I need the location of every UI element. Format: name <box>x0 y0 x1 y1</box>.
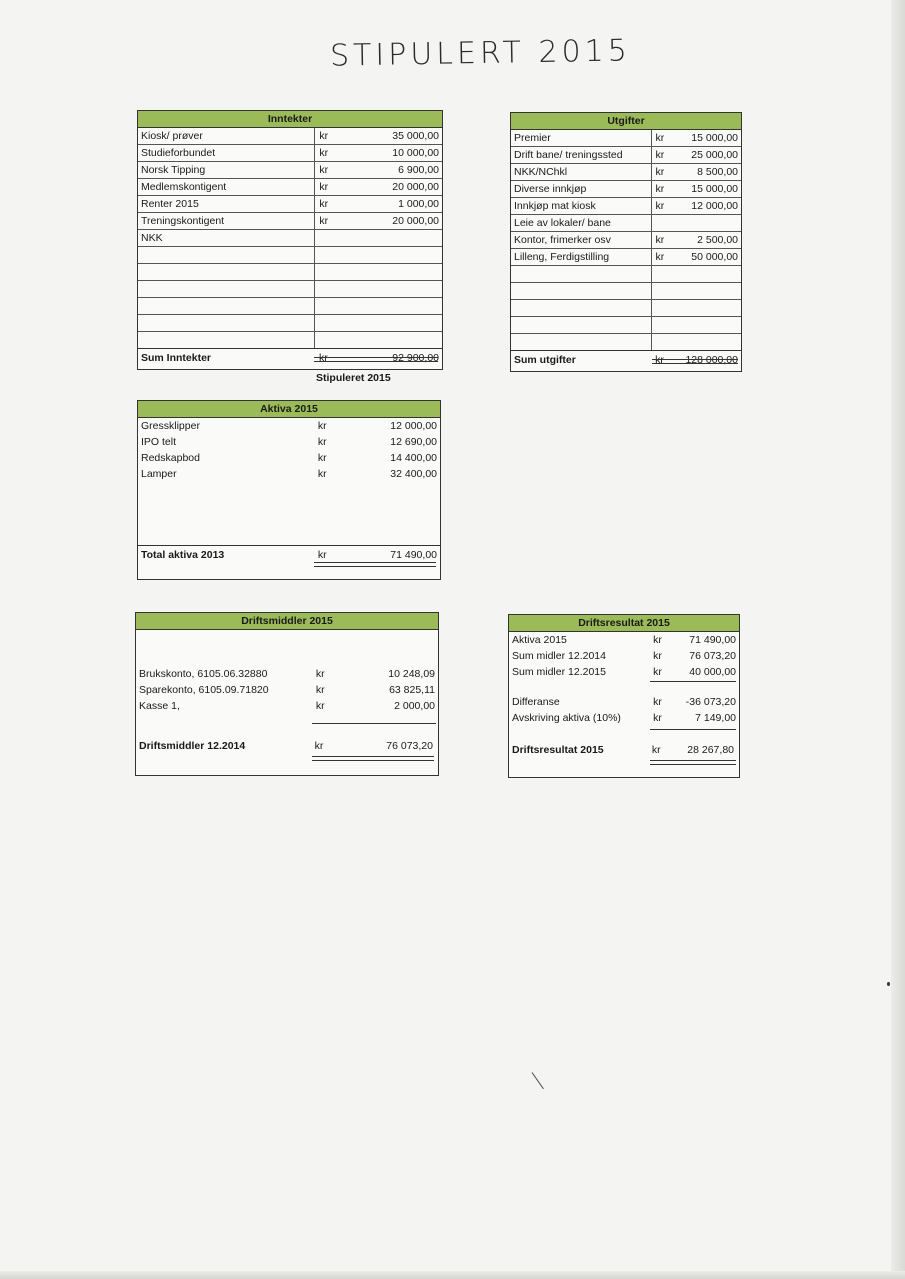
row-amount: 12 690,00 <box>390 436 437 448</box>
row-amount: 14 400,00 <box>390 452 437 464</box>
row-label <box>511 300 652 316</box>
table-row <box>138 332 442 349</box>
row-currency: kr <box>655 234 665 246</box>
table-row <box>509 694 739 710</box>
sum-currency: kr <box>317 549 327 561</box>
row-amount: 20 000,00 <box>392 181 439 193</box>
row-amount: -36 073,20 <box>685 696 736 708</box>
row-currency <box>652 334 676 350</box>
double-underline <box>314 357 438 362</box>
row-currency <box>315 264 359 280</box>
table-row <box>511 283 741 300</box>
row-amount <box>359 264 442 280</box>
row-label: Lamper <box>141 468 177 480</box>
sum-currency: kr <box>319 352 328 364</box>
row-currency <box>652 215 676 231</box>
row-amount: 12 000,00 <box>390 420 437 432</box>
table-row <box>511 334 741 351</box>
row-currency: kr <box>655 132 665 144</box>
row-amount: 35 000,00 <box>392 130 439 142</box>
row-amount: 8 500,00 <box>697 166 738 178</box>
row-amount: 71 490,00 <box>689 634 736 646</box>
row-label: Kasse 1, <box>139 700 180 712</box>
row-amount: 32 400,00 <box>390 468 437 480</box>
row-amount: 40 000,00 <box>689 666 736 678</box>
table-row <box>138 450 440 466</box>
row-label: Norsk Tipping <box>138 162 315 178</box>
double-underline <box>312 756 434 761</box>
row-currency <box>652 300 676 316</box>
inntekter-header: Inntekter <box>138 111 442 128</box>
table-row <box>511 164 741 181</box>
row-currency: kr <box>315 684 325 696</box>
row-amount <box>675 283 741 299</box>
driftsresultat-sum-row <box>509 741 737 759</box>
row-amount <box>359 281 442 297</box>
row-label: Lilleng, Ferdigstilling <box>511 249 652 265</box>
row-currency: kr <box>319 181 329 193</box>
row-label: Gressklipper <box>141 420 200 432</box>
row-amount: 25 000,00 <box>691 149 738 161</box>
row-currency: kr <box>315 700 325 712</box>
row-amount <box>675 266 741 282</box>
driftsmiddler-header: Driftsmiddler 2015 <box>136 613 438 630</box>
row-label: Differanse <box>512 696 560 708</box>
table-row <box>138 213 442 230</box>
table-row <box>138 196 442 213</box>
sum-label: Driftsresultat 2015 <box>512 744 604 756</box>
table-row <box>138 281 442 298</box>
table-row <box>511 266 741 283</box>
row-label: Sum midler 12.2014 <box>512 650 606 662</box>
row-label: IPO telt <box>141 436 177 448</box>
row-label: Sparekonto, 6105.09.71820 <box>139 684 269 696</box>
double-underline <box>652 359 738 364</box>
row-currency <box>315 332 359 348</box>
page-bottom-edge <box>0 1271 905 1279</box>
row-label: Studieforbundet <box>138 145 315 161</box>
sum-currency: kr <box>655 354 664 366</box>
row-amount <box>675 317 741 333</box>
row-currency <box>652 266 676 282</box>
row-label <box>138 247 315 263</box>
inntekter-rows <box>138 128 442 349</box>
row-currency <box>315 298 359 314</box>
row-amount: 63 825,11 <box>389 684 435 696</box>
row-currency: kr <box>317 420 327 432</box>
row-currency <box>652 283 676 299</box>
double-underline <box>314 562 436 567</box>
table-row <box>511 198 741 215</box>
sum-label: Driftsmiddler 12.2014 <box>139 740 246 752</box>
row-currency <box>315 247 359 263</box>
row-label: Kiosk/ prøver <box>138 128 315 144</box>
utgifter-rows <box>511 130 741 351</box>
row-label: NKK/NChkl <box>511 164 652 180</box>
table-row <box>509 632 739 648</box>
row-amount: 10 248,09 <box>388 668 435 680</box>
sum-amount: 92 900,00 <box>392 352 439 364</box>
table-row <box>509 664 739 680</box>
page-edge <box>891 0 905 1279</box>
row-amount: 15 000,00 <box>691 183 738 195</box>
row-label: Kontor, frimerker osv <box>511 232 652 248</box>
table-row <box>138 247 442 264</box>
table-row <box>511 147 741 164</box>
sum-label: Sum Inntekter <box>141 352 212 364</box>
row-label <box>138 298 315 314</box>
row-label <box>138 264 315 280</box>
row-currency: kr <box>655 166 665 178</box>
row-amount: 6 900,00 <box>398 164 439 176</box>
inntekter-table <box>137 110 443 370</box>
table-row <box>138 466 440 482</box>
row-amount <box>675 215 741 231</box>
row-amount <box>675 334 741 350</box>
row-currency: kr <box>317 468 327 480</box>
row-amount: 76 073,20 <box>689 650 736 662</box>
row-currency: kr <box>319 164 329 176</box>
row-currency: kr <box>315 668 325 680</box>
row-currency: kr <box>655 251 665 263</box>
aktiva-table <box>137 400 441 580</box>
row-label <box>511 266 652 282</box>
row-currency <box>315 315 359 331</box>
row-currency: kr <box>655 183 665 195</box>
row-amount: 10 000,00 <box>392 147 439 159</box>
table-row <box>138 179 442 196</box>
sum-amount: 76 073,20 <box>386 740 433 752</box>
row-label <box>511 317 652 333</box>
separator-line <box>650 729 736 730</box>
row-currency: kr <box>319 130 329 142</box>
table-row <box>509 710 739 726</box>
row-amount: 1 000,00 <box>398 198 439 210</box>
row-label: Sum midler 12.2015 <box>512 666 606 678</box>
row-amount: 50 000,00 <box>691 251 738 263</box>
row-label <box>511 283 652 299</box>
row-currency: kr <box>653 650 662 662</box>
table-row <box>138 264 442 281</box>
aktiva-header: Aktiva 2015 <box>138 401 440 418</box>
sum-label: Total aktiva 2013 <box>141 549 225 561</box>
row-currency: kr <box>319 215 329 227</box>
sum-amount: 128 000,00 <box>685 354 738 366</box>
row-currency: kr <box>655 149 665 161</box>
row-currency <box>315 230 359 246</box>
row-label: Premier <box>511 130 652 146</box>
table-row <box>138 162 442 179</box>
double-underline <box>650 760 736 765</box>
row-label: Treningskontigent <box>138 213 315 229</box>
row-label <box>511 334 652 350</box>
scan-dot <box>887 982 890 986</box>
row-amount: 20 000,00 <box>392 215 439 227</box>
sum-amount: 28 267,80 <box>687 744 734 756</box>
utgifter-table <box>510 112 742 372</box>
table-row <box>511 317 741 334</box>
row-currency: kr <box>317 452 327 464</box>
row-label: Drift bane/ treningssted <box>511 147 652 163</box>
table-row <box>509 648 739 664</box>
table-row <box>511 215 741 232</box>
row-currency: kr <box>655 200 665 212</box>
row-label: Medlemskontigent <box>138 179 315 195</box>
row-label <box>138 332 315 348</box>
row-label: Brukskonto, 6105.06.32880 <box>139 668 268 680</box>
row-label: Aktiva 2015 <box>512 634 567 646</box>
row-currency: kr <box>653 712 662 724</box>
row-label: Leie av lokaler/ bane <box>511 215 652 231</box>
row-label: Redskapbod <box>141 452 200 464</box>
sum-label: Sum utgifter <box>514 354 576 366</box>
driftsmiddler-table <box>135 612 439 776</box>
row-amount: 2 500,00 <box>697 234 738 246</box>
sum-currency: kr <box>651 744 661 756</box>
row-label: NKK <box>138 230 315 246</box>
driftsmiddler-sum-row <box>136 737 436 755</box>
table-row <box>138 298 442 315</box>
row-currency: kr <box>653 634 662 646</box>
table-row <box>511 130 741 147</box>
row-label: Innkjøp mat kiosk <box>511 198 652 214</box>
sum-currency: kr <box>314 740 324 752</box>
row-amount <box>359 230 442 246</box>
row-currency: kr <box>319 198 329 210</box>
table-row <box>511 249 741 266</box>
page-title: STIPULERT 2015 <box>329 33 632 74</box>
row-amount: 12 000,00 <box>691 200 738 212</box>
row-currency: kr <box>319 147 329 159</box>
sum-amount: 71 490,00 <box>390 549 437 561</box>
caption-stipuleret: Stipuleret 2015 <box>316 372 391 384</box>
row-currency: kr <box>653 696 662 708</box>
table-row <box>136 666 438 682</box>
row-amount <box>359 247 442 263</box>
driftsresultat-table <box>508 614 740 778</box>
row-amount <box>359 298 442 314</box>
table-row <box>138 230 442 247</box>
row-currency <box>315 281 359 297</box>
row-label: Renter 2015 <box>138 196 315 212</box>
separator-line <box>312 723 436 724</box>
table-row <box>138 418 440 434</box>
table-row <box>136 698 438 714</box>
table-row <box>511 181 741 198</box>
table-row <box>511 300 741 317</box>
table-row <box>138 434 440 450</box>
row-label: Avskriving aktiva (10%) <box>512 712 621 724</box>
row-amount: 15 000,00 <box>691 132 738 144</box>
separator-line <box>650 681 736 682</box>
table-row <box>138 315 442 332</box>
table-row <box>138 145 442 162</box>
row-amount: 2 000,00 <box>394 700 435 712</box>
driftsresultat-spacer <box>509 680 739 694</box>
table-row <box>136 682 438 698</box>
row-label: Diverse innkjøp <box>511 181 652 197</box>
row-label <box>138 281 315 297</box>
row-amount <box>359 315 442 331</box>
row-label <box>138 315 315 331</box>
driftsmiddler-spacer <box>136 630 438 666</box>
row-currency: kr <box>317 436 327 448</box>
row-currency <box>652 317 676 333</box>
aktiva-spacer <box>138 482 440 546</box>
driftsresultat-header: Driftsresultat 2015 <box>509 615 739 632</box>
row-amount <box>359 332 442 348</box>
utgifter-header: Utgifter <box>511 113 741 130</box>
row-amount <box>675 300 741 316</box>
table-row <box>138 128 442 145</box>
row-amount: 7 149,00 <box>695 712 736 724</box>
table-row <box>511 232 741 249</box>
row-currency: kr <box>653 666 662 678</box>
pen-mark <box>532 1072 544 1089</box>
